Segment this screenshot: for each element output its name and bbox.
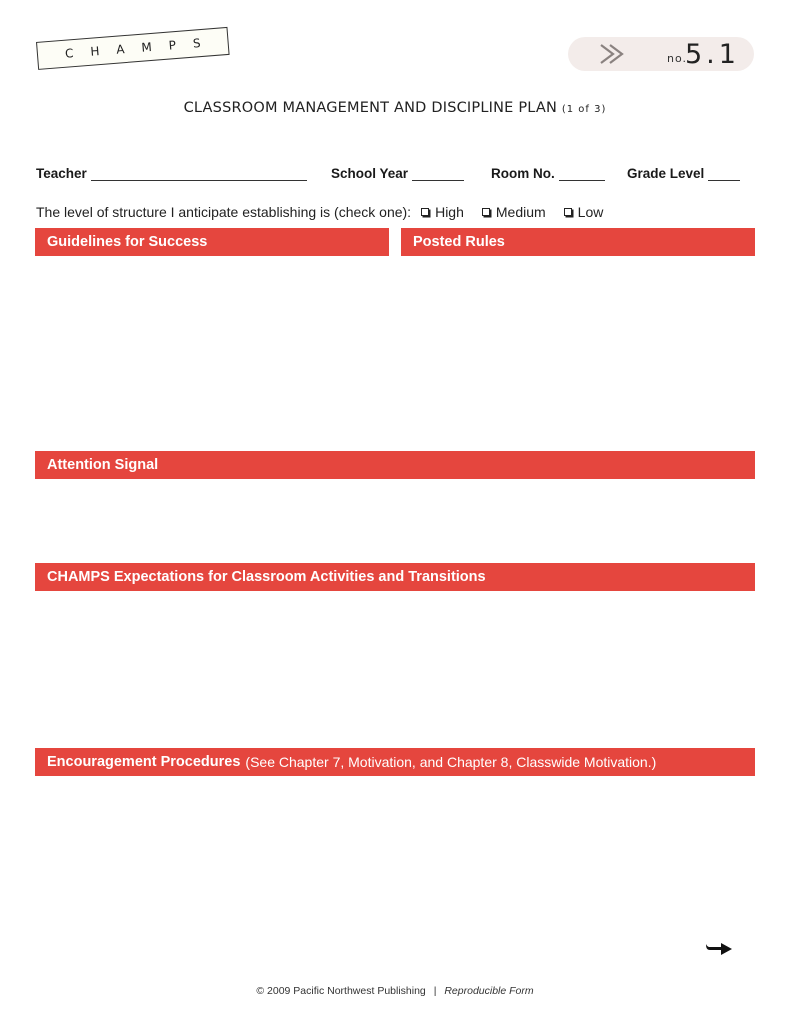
option-medium[interactable]: [482, 204, 546, 220]
posted-rules-writing-area[interactable]: [401, 258, 755, 448]
school-year-field[interactable]: [331, 166, 464, 181]
page-count: (1 of 3): [561, 104, 607, 115]
section-title: Attention Signal: [47, 457, 159, 473]
encouragement-writing-area[interactable]: [35, 778, 755, 928]
room-no-field[interactable]: [491, 166, 605, 181]
option-low[interactable]: [564, 204, 604, 220]
footer: [0, 985, 790, 997]
teacher-input-line[interactable]: [91, 168, 307, 181]
section-title: Guidelines for Success: [47, 234, 208, 250]
checkbox-icon[interactable]: [482, 208, 490, 216]
footer-separator: |: [433, 985, 437, 997]
structure-level-row: [36, 204, 603, 220]
page-title: [0, 100, 790, 116]
section-header-guidelines: [35, 228, 389, 256]
room-no-label: Room No.: [491, 166, 555, 181]
champs-logo: [36, 27, 230, 70]
grade-level-label: Grade Level: [627, 166, 705, 181]
checkbox-icon[interactable]: [421, 208, 429, 216]
school-year-label: School Year: [331, 166, 409, 181]
section-header-champs-expectations: [35, 563, 755, 591]
teacher-field[interactable]: [36, 166, 307, 181]
section-header-attention-signal: [35, 451, 755, 479]
teacher-label: Teacher: [36, 166, 87, 181]
checkbox-icon[interactable]: [564, 208, 572, 216]
school-year-input-line[interactable]: [412, 168, 464, 181]
arrow-right-icon[interactable]: [704, 940, 734, 958]
option-high[interactable]: [421, 204, 464, 220]
logo-text: CHAMPS: [64, 34, 218, 61]
copyright-text: © 2009 Pacific Northwest Publishing: [256, 985, 426, 997]
badge-no-label: no.: [667, 52, 688, 65]
grade-level-field[interactable]: [627, 166, 740, 181]
room-no-input-line[interactable]: [559, 168, 605, 181]
double-chevron-right-icon: [598, 43, 632, 65]
attention-signal-writing-area[interactable]: [35, 481, 755, 561]
option-medium-label: Medium: [495, 204, 546, 220]
form-number: 5.1: [685, 39, 740, 70]
section-title: CHAMPS Expectations for Classroom Activities and Transitions: [47, 569, 486, 585]
option-high-label: High: [435, 204, 464, 220]
section-title: Encouragement Procedures: [47, 754, 241, 770]
champs-expectations-writing-area[interactable]: [35, 593, 755, 745]
section-header-posted-rules: [401, 228, 755, 256]
grade-level-input-line[interactable]: [708, 168, 740, 181]
page-title-text: CLASSROOM MANAGEMENT AND DISCIPLINE PLAN: [183, 100, 558, 116]
structure-prompt: The level of structure I anticipate establishing is (check one):: [36, 204, 412, 220]
guidelines-writing-area[interactable]: [35, 258, 389, 448]
form-number-badge: [568, 37, 754, 71]
section-title: Posted Rules: [413, 234, 505, 250]
section-note: (See Chapter 7, Motivation, and Chapter 8, Classwide Motivation.): [245, 754, 657, 770]
form-type-text: Reproducible Form: [444, 985, 534, 997]
section-header-encouragement: [35, 748, 755, 776]
option-low-label: Low: [577, 204, 604, 220]
